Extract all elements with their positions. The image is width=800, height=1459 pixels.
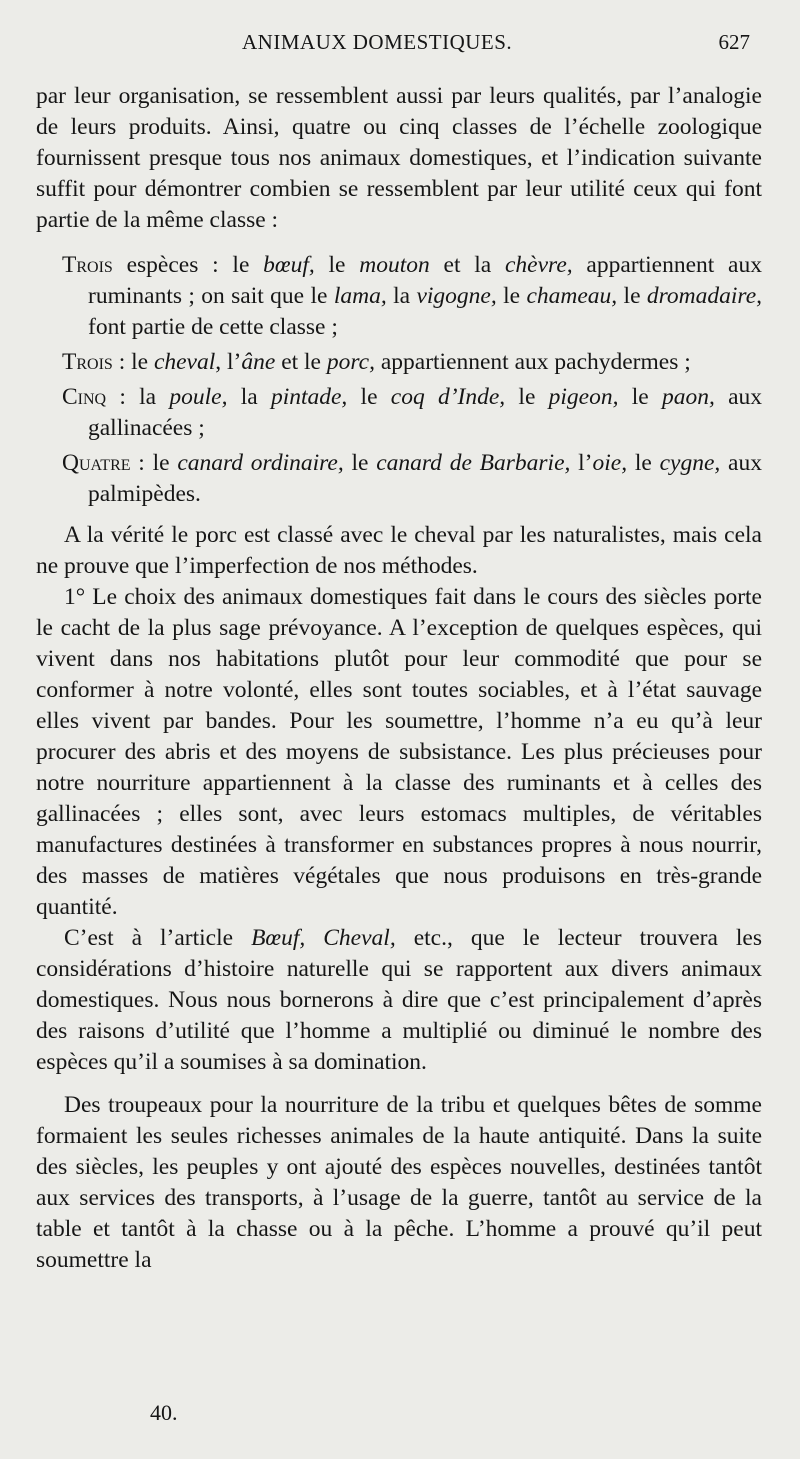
body-text xyxy=(36,81,762,1276)
page-header xyxy=(0,30,800,64)
species-list xyxy=(36,250,762,510)
running-title: ANIMAUX DOMESTIQUES. xyxy=(242,30,513,54)
signature-mark: 40. xyxy=(150,1400,178,1425)
page-number: 627 xyxy=(718,30,750,54)
paragraph-herds: Des troupeaux pour la nourriture de la tribu et quelques bêtes de somme formaient les seules richesses animales de la haute antiquité. Dans la suite des siècles, les peuples y ont ajouté des espèces nouvelles, destinées tantôt aux services des transports, à l’usage de la guerre, tantôt au service de la table et tantôt à la chasse ou à la pêche. L’homme a prouvé qu’il peut soumettre la xyxy=(36,1092,762,1273)
paragraph-classification: A la vérité le porc est classé avec le cheval par les naturalistes, mais cela ne prouve que l’imperfection de nos méthodes. xyxy=(36,522,762,579)
list-item-palmipedes: Quatre : le canard ordinaire, le canard de Barbarie, l’oie, le cygne, aux palmipèdes. xyxy=(62,450,762,507)
paragraph-article-reference: C’est à l’article Bœuf, Cheval, etc., que le lecteur trouvera les considérations d’histoire naturelle qui se rapportent aux divers animaux domestiques. Nous nous bornerons à dire que c’est principalement d’après des raisons d’utilité que l’homme a multiplié ou diminué le nombre des espèces qu’il a soumises à sa domination. xyxy=(36,925,762,1075)
paragraph-choice: 1° Le choix des animaux domestiques fait dans le cours des siècles porte le cacht de la plus sage prévoyance. A l’exception de quelques espèces, qui vivent dans nos habitations plutôt pour leur commodité que pour se conformer à notre volonté, elles sont toutes sociables, et à l’état sauvage elles vivent par bandes. Pour les soumettre, l’homme n’a eu qu’à leur procurer des abris et des moyens de subsistance. Les plus précieuses pour notre nourriture appartiennent à la classe des ruminants et à celles des gallinacées ; elles sont, avec leurs estomacs multiples, de véritables manufactures destinées à transformer en substances propres à nous nourrir, des masses de matières végétales que nous produisons en très-grande quantité. xyxy=(36,584,762,920)
list-item-ruminants: Trois espèces : le bœuf, le mouton et la chèvre, appartiennent aux ruminants ; on sait que le lama, la vigogne, le chameau, le dromadaire, font partie de cette classe ; xyxy=(62,252,763,340)
intro-paragraph: par leur organisation, se ressemblent aussi par leurs qualités, par l’analogie de leurs produits. Ainsi, quatre ou cinq classes de l’échelle zoologique fournissent presque tous nos animaux domestiques, et l’indication suivante suffit pour démontrer combien se ressemblent par leur utilité ceux qui font partie de la même classe : xyxy=(36,83,762,233)
list-item-pachydermes: Trois : le cheval, l’âne et le porc, appartiennent aux pachydermes ; xyxy=(62,349,691,375)
list-item-gallinacees: Cinq : la poule, la pintade, le coq d’Inde, le pigeon, le paon, aux gallinacées ; xyxy=(62,384,763,441)
